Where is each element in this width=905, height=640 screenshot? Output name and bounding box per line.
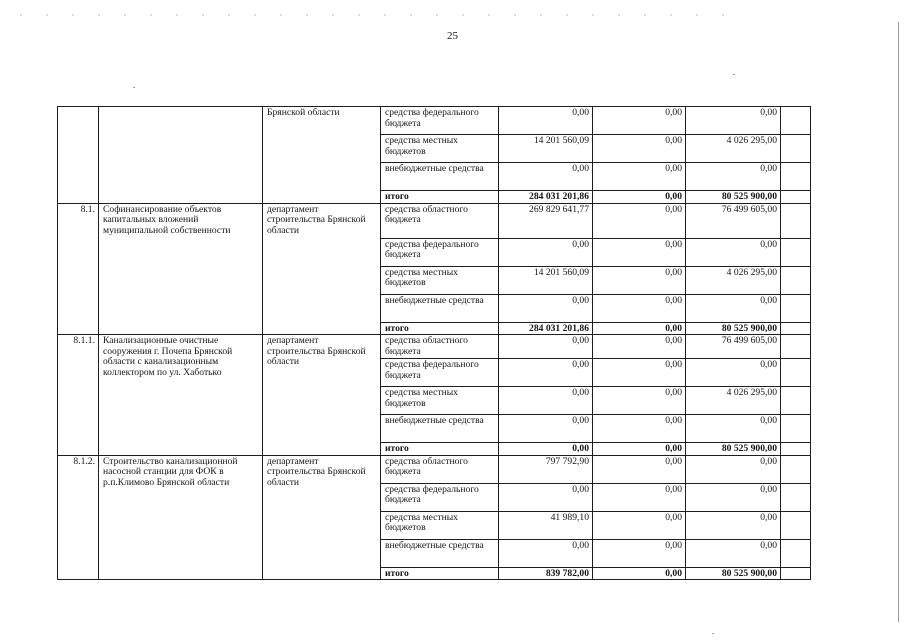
item-name-cell: Софинансирование объектов капитальных вложений муниципальной собственности: [99, 203, 263, 335]
empty-cell: [781, 567, 811, 580]
scan-speck: [733, 74, 735, 75]
amount-cell-3: 0,00: [686, 483, 781, 511]
empty-cell: [781, 238, 811, 266]
amount-cell-1: 41 989,10: [499, 511, 593, 539]
empty-cell: [781, 359, 811, 387]
empty-cell: [781, 203, 811, 238]
table-row: [58, 455, 811, 483]
amount-cell-2: 0,00: [593, 163, 686, 191]
amount-cell-1: 0,00: [499, 107, 593, 135]
scan-edge-line: [898, 22, 899, 622]
amount-cell-1: 0,00: [499, 443, 593, 456]
item-name-cell: Строительство канализационной насосной станции для ФОК в р.п.Климово Брянской области: [99, 455, 263, 580]
funding-source-cell: средства местных бюджетов: [381, 387, 499, 415]
funding-source-cell: средства местных бюджетов: [381, 511, 499, 539]
empty-cell: [781, 443, 811, 456]
item-number-cell: 8.1.1.: [58, 335, 99, 456]
amount-cell-3: 80 525 900,00: [686, 191, 781, 204]
table-row: [58, 107, 811, 135]
amount-cell-2: 0,00: [593, 567, 686, 580]
amount-cell-3: 76 499 605,00: [686, 335, 781, 359]
empty-cell: [781, 135, 811, 163]
table-row: [58, 335, 811, 359]
funding-source-cell: средства местных бюджетов: [381, 266, 499, 294]
amount-cell-1: 269 829 641,77: [499, 203, 593, 238]
funding-source-cell: внебюджетные средства: [381, 539, 499, 567]
empty-cell: [781, 266, 811, 294]
executor-cell: департамент строительства Брянской области: [263, 455, 381, 580]
amount-cell-3: 4 026 295,00: [686, 266, 781, 294]
amount-cell-1: 0,00: [499, 483, 593, 511]
funding-source-cell: итого: [381, 443, 499, 456]
empty-cell: [781, 191, 811, 204]
empty-cell: [781, 483, 811, 511]
amount-cell-3: 0,00: [686, 455, 781, 483]
funding-source-cell: внебюджетные средства: [381, 163, 499, 191]
executor-cell: департамент строительства Брянской области: [263, 203, 381, 335]
funding-source-cell: средства местных бюджетов: [381, 135, 499, 163]
funding-source-cell: итого: [381, 191, 499, 204]
amount-cell-3: 0,00: [686, 511, 781, 539]
amount-cell-2: 0,00: [593, 203, 686, 238]
amount-cell-3: 0,00: [686, 163, 781, 191]
amount-cell-1: 0,00: [499, 359, 593, 387]
funding-source-cell: внебюджетные средства: [381, 294, 499, 322]
amount-cell-2: 0,00: [593, 443, 686, 456]
empty-cell: [781, 107, 811, 135]
table-row: [58, 203, 811, 238]
scan-noise: [8, 12, 728, 18]
amount-cell-1: 0,00: [499, 415, 593, 443]
item-number-cell: 8.1.2.: [58, 455, 99, 580]
amount-cell-3: 0,00: [686, 238, 781, 266]
empty-cell: [781, 335, 811, 359]
amount-cell-2: 0,00: [593, 266, 686, 294]
amount-cell-3: 0,00: [686, 107, 781, 135]
amount-cell-2: 0,00: [593, 335, 686, 359]
amount-cell-3: 0,00: [686, 539, 781, 567]
amount-cell-1: 0,00: [499, 238, 593, 266]
amount-cell-2: 0,00: [593, 238, 686, 266]
funding-source-cell: итого: [381, 322, 499, 335]
amount-cell-1: 839 782,00: [499, 567, 593, 580]
scan-speck: [133, 87, 135, 88]
scan-speck: [712, 633, 714, 634]
amount-cell-1: 797 792,90: [499, 455, 593, 483]
funding-source-cell: средства областного бюджета: [381, 203, 499, 238]
amount-cell-2: 0,00: [593, 322, 686, 335]
amount-cell-2: 0,00: [593, 511, 686, 539]
item-name-cell: [99, 107, 263, 204]
amount-cell-3: 4 026 295,00: [686, 135, 781, 163]
amount-cell-1: 284 031 201,86: [499, 191, 593, 204]
amount-cell-1: 0,00: [499, 163, 593, 191]
budget-table: [57, 106, 811, 580]
funding-source-cell: средства федерального бюджета: [381, 359, 499, 387]
funding-source-cell: средства областного бюджета: [381, 335, 499, 359]
amount-cell-2: 0,00: [593, 359, 686, 387]
amount-cell-3: 4 026 295,00: [686, 387, 781, 415]
amount-cell-1: 284 031 201,86: [499, 322, 593, 335]
amount-cell-1: 0,00: [499, 539, 593, 567]
amount-cell-1: 14 201 560,09: [499, 135, 593, 163]
empty-cell: [781, 387, 811, 415]
funding-source-cell: средства федерального бюджета: [381, 107, 499, 135]
executor-cell: департамент строительства Брянской области: [263, 335, 381, 456]
funding-source-cell: итого: [381, 567, 499, 580]
amount-cell-1: 0,00: [499, 387, 593, 415]
funding-source-cell: средства федерального бюджета: [381, 483, 499, 511]
amount-cell-3: 0,00: [686, 359, 781, 387]
amount-cell-1: 0,00: [499, 335, 593, 359]
amount-cell-3: 80 525 900,00: [686, 443, 781, 456]
empty-cell: [781, 511, 811, 539]
amount-cell-2: 0,00: [593, 387, 686, 415]
amount-cell-1: 14 201 560,09: [499, 266, 593, 294]
empty-cell: [781, 163, 811, 191]
amount-cell-2: 0,00: [593, 455, 686, 483]
funding-source-cell: средства областного бюджета: [381, 455, 499, 483]
item-number-cell: [58, 107, 99, 204]
amount-cell-3: 80 525 900,00: [686, 322, 781, 335]
table-body: [58, 107, 811, 580]
amount-cell-3: 0,00: [686, 294, 781, 322]
amount-cell-1: 0,00: [499, 294, 593, 322]
page-number: 25: [447, 30, 458, 42]
empty-cell: [781, 415, 811, 443]
amount-cell-2: 0,00: [593, 415, 686, 443]
empty-cell: [781, 455, 811, 483]
amount-cell-2: 0,00: [593, 294, 686, 322]
empty-cell: [781, 322, 811, 335]
amount-cell-3: 76 499 605,00: [686, 203, 781, 238]
item-name-cell: Канализационные очистные сооружения г. Почепа Брянской области с канализационным коллектором по ул. Хаботько: [99, 335, 263, 456]
funding-source-cell: средства федерального бюджета: [381, 238, 499, 266]
amount-cell-2: 0,00: [593, 135, 686, 163]
empty-cell: [781, 294, 811, 322]
amount-cell-2: 0,00: [593, 191, 686, 204]
executor-cell: Брянской области: [263, 107, 381, 204]
amount-cell-2: 0,00: [593, 107, 686, 135]
empty-cell: [781, 539, 811, 567]
amount-cell-3: 0,00: [686, 415, 781, 443]
amount-cell-2: 0,00: [593, 539, 686, 567]
funding-source-cell: внебюджетные средства: [381, 415, 499, 443]
amount-cell-3: 80 525 900,00: [686, 567, 781, 580]
item-number-cell: 8.1.: [58, 203, 99, 335]
amount-cell-2: 0,00: [593, 483, 686, 511]
